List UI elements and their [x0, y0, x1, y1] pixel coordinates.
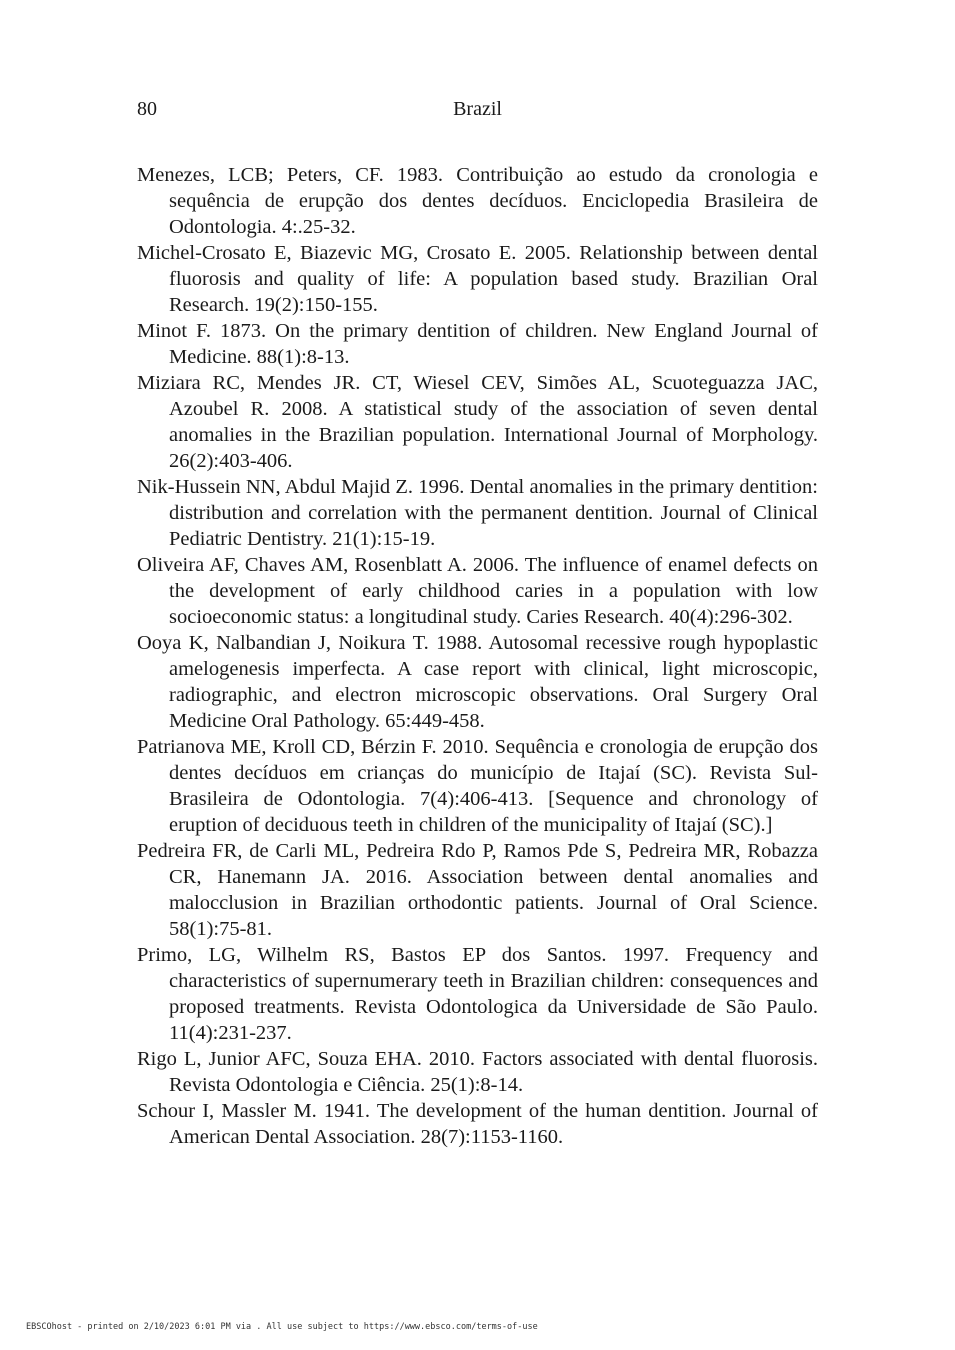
running-title: Brazil — [453, 98, 502, 120]
reference-entry: Schour I, Massler M. 1941. The development of the human dentition. Journal of American Dental Association. 28(7):1153-1160. — [137, 1100, 818, 1148]
reference-entry: Patrianova ME, Kroll CD, Bérzin F. 2010. Sequência e cronologia de erupção dos dentes decíduos em crianças do município de Itajaí (SC). Revista Sul-Brasileira de Odontologia. 7(4):406-413. [Sequence and chronology of eruption of deciduous teeth in children of the municipality of Itajaí (SC).] — [137, 736, 818, 836]
reference-entry: Menezes, LCB; Peters, CF. 1983. Contribuição ao estudo da cronologia e sequência de erupção dos dentes decíduos. Enciclopedia Brasileira de Odontologia. 4:.25-32. — [137, 164, 818, 238]
reference-entry: Michel-Crosato E, Biazevic MG, Crosato E. 2005. Relationship between dental fluorosis and quality of life: A population based study. Brazilian Oral Research. 19(2):150-155. — [137, 242, 818, 316]
reference-entry: Ooya K, Nalbandian J, Noikura T. 1988. Autosomal recessive rough hypoplastic amelogenesis imperfecta. A case report with clinical, light microscopic, radiographic, and electron microscopic observations. Oral Surgery Oral Medicine Oral Pathology. 65:449-458. — [137, 632, 818, 732]
reference-entry: Miziara RC, Mendes JR. CT, Wiesel CEV, Simões AL, Scuoteguazza JAC, Azoubel R. 2008. A statistical study of the association of seven dental anomalies in the Brazilian population. International Journal of Morphology. 26(2):403-406. — [137, 372, 818, 472]
reference-entry: Pedreira FR, de Carli ML, Pedreira Rdo P, Ramos Pde S, Pedreira MR, Robazza CR, Hanemann JA. 2016. Association between dental anomalies and malocclusion in Brazilian orthodontic patients. Journal of Oral Science. 58(1):75-81. — [137, 840, 818, 940]
reference-list — [137, 162, 818, 1150]
page-number: 80 — [137, 98, 157, 120]
reference-entry: Minot F. 1873. On the primary dentition of children. New England Journal of Medicine. 88(1):8-13. — [137, 320, 818, 368]
ebscohost-footer: EBSCOhost - printed on 2/10/2023 6:01 PM via . All use subject to https://www.ebsco.com/terms-of-use — [26, 1322, 538, 1332]
reference-entry: Rigo L, Junior AFC, Souza EHA. 2010. Factors associated with dental fluorosis. Revista Odontologia e Ciência. 25(1):8-14. — [137, 1048, 818, 1096]
reference-entry: Primo, LG, Wilhelm RS, Bastos EP dos Santos. 1997. Frequency and characteristics of supernumerary teeth in Brazilian children: consequences and proposed treatments. Revista Odontologica da Universidade de São Paulo. 11(4):231-237. — [137, 944, 818, 1044]
reference-entry: Oliveira AF, Chaves AM, Rosenblatt A. 2006. The influence of enamel defects on the development of early childhood caries in a population with low socioeconomic status: a longitudinal study. Caries Research. 40(4):296-302. — [137, 554, 818, 628]
reference-entry: Nik-Hussein NN, Abdul Majid Z. 1996. Dental anomalies in the primary dentition: distribution and correlation with the permanent dentition. Journal of Clinical Pediatric Dentistry. 21(1):15-19. — [137, 476, 818, 550]
